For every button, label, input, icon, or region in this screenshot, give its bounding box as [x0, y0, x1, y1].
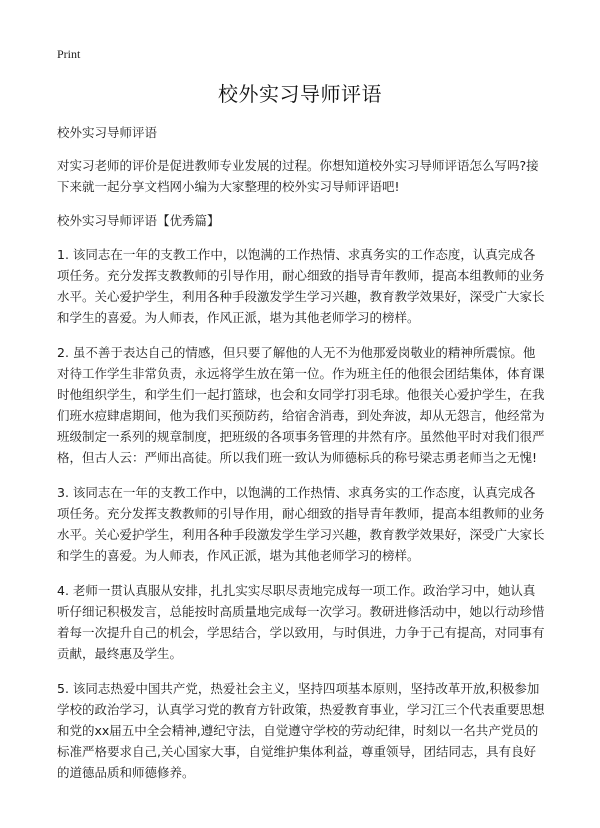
- list-item: 5. 该同志热爱中国共产党，热爱社会主义，坚持四项基本原则，坚持改革开放,积极参加学校的政治学习，认真学习党的教育方针政策，热爱教育事业，学习江三个代表重要思想和党的xx届五中全会精神,遵纪守法，自觉遵守学校的劳动纪律，时刻以一名共产党员的标准严格要求自己,关心国家大事，自觉维护集体利益，尊重领导，团结同志，具有良好的道德品质和师德修养。: [57, 681, 545, 780]
- article-body: [57, 122, 547, 797]
- print-link[interactable]: Print: [57, 47, 81, 61]
- list-item: 2. 虽不善于表达自己的情感，但只要了解他的人无不为他那爱岗敬业的精神所震惊。他对待工作学生非常负责，永远将学生放在第一位。作为班主任的他很会团结集体，体育课时他组织学生，和学生们一起打篮球，也会和女同学打羽毛球。他很关心爱护学生，在我们班水痘肆虐期间，他为我们买预防药，给宿舍消毒，到处奔波，却从无怨言，他经常为班级制定一系列的规章制度，把班级的各项事务管理的井然有序。虽然他平时对我们很严格，但古人云：严师出高徒。所以我们班一致认为师德标兵的称号梁志勇老师当之无愧!: [57, 345, 545, 465]
- intro-paragraph: 对实习老师的评价是促进教师专业发展的过程。你想知道校外实习导师评语怎么写吗?接下来就一起分享文档网小编为大家整理的校外实习导师评语吧!: [57, 158, 539, 194]
- article-subtitle: 校外实习导师评语: [57, 125, 158, 140]
- page-title: 校外实习导师评语: [218, 82, 382, 106]
- list-item: 4. 老师一贯认真服从安排，扎扎实实尽职尽责地完成每一项工作。政治学习中，她认真听仔细记积极发言，总能按时高质量地完成每一次学习。教研进修活动中，她以行动珍惜着每一次提升自己的机会，学思结合，学以致用，与时俱进，力争于己有提高，对同事有贡献，最终惠及学生。: [57, 583, 545, 661]
- list-item: 3. 该同志在一年的支教工作中，以饱满的工作热情、求真务实的工作态度，认真完成各项任务。充分发挥支教教师的引导作用，耐心细致的指导青年教师，提高本组教师的业务水平。关心爱护学生，利用各种手段激发学生学习兴趣，教育教学效果好，深受广大家长和学生的喜爱。为人师表，作风正派，堪为其他老师学习的榜样。: [57, 485, 545, 563]
- section-heading: 校外实习导师评语【优秀篇】: [57, 213, 220, 228]
- list-item: 1. 该同志在一年的支教工作中，以饱满的工作热情、求真务实的工作态度，认真完成各项任务。充分发挥支教教师的引导作用，耐心细致的指导青年教师，提高本组教师的业务水平。关心爱护学生，利用各种手段激发学生学习兴趣，教育教学效果好，深受广大家长和学生的喜爱。为人师表，作风正派，堪为其他老师学习的榜样。: [57, 247, 545, 325]
